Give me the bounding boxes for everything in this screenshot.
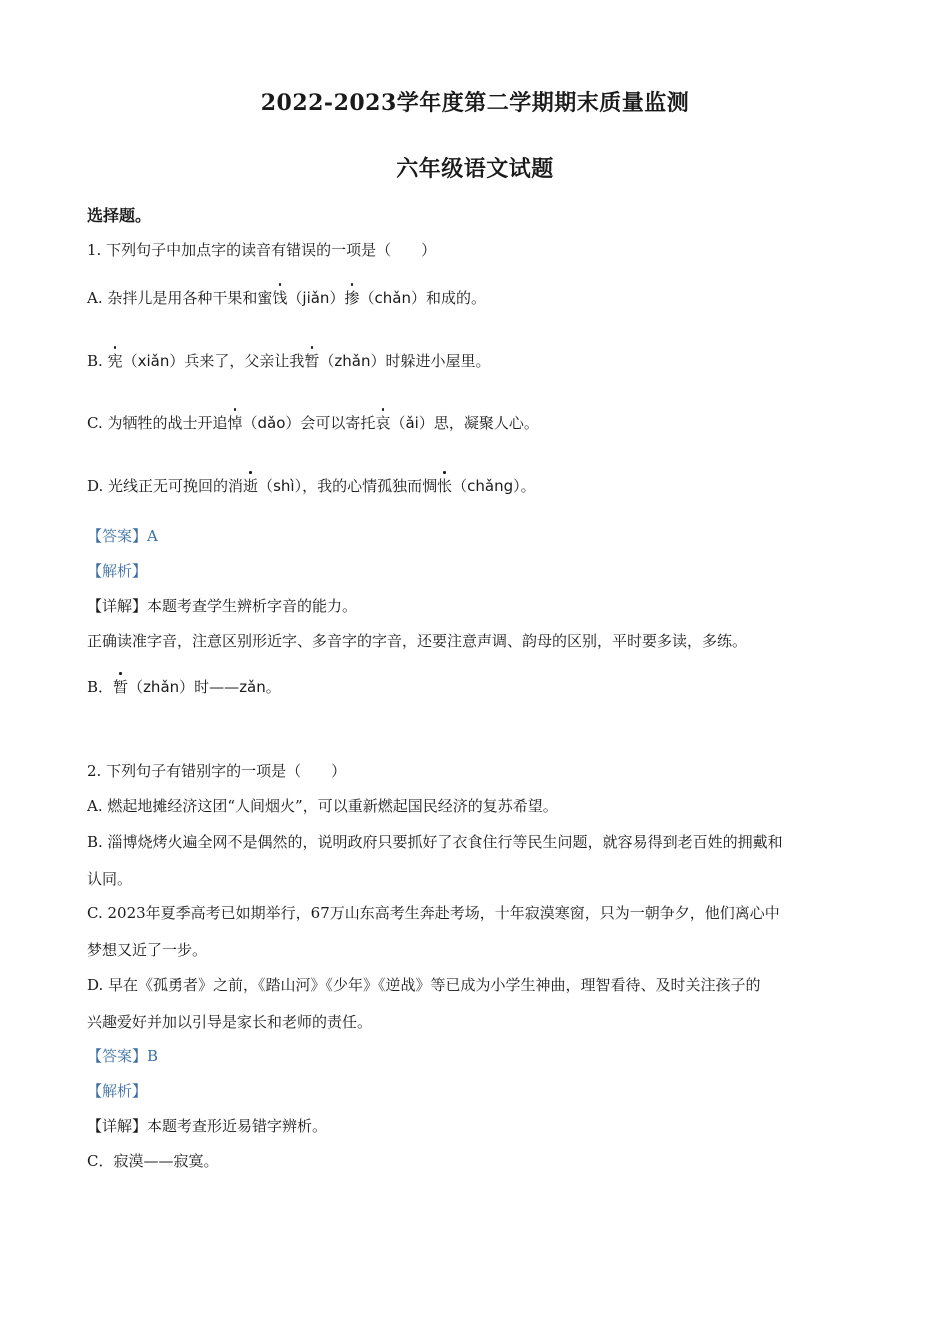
option-text: D. 光线正无可挽回的消 <box>87 477 244 495</box>
pinyin: jiǎn <box>302 289 330 307</box>
q2-option-c-line1: C. 2023年夏季高考已如期举行，67万山东高考生奔赴考场，十年寂漠寒窗，只为一朝争夕，他们离心中 <box>87 904 780 922</box>
emphasized-char: 暂 <box>113 678 129 696</box>
q1-explanation: 正确读准字音，注意区别形近字、多音字的字音，还要注意声调、韵母的区别，平时要多读，多练。 <box>87 632 748 650</box>
q2-option-d-line1: D. 早在《孤勇者》之前，《踏山河》《少年》《逆战》等已成为小学生神曲，理智看待、及时关注孩子的 <box>87 976 761 994</box>
option-text: 和成的。 <box>425 289 486 307</box>
emphasized-char: 怅 <box>437 477 453 495</box>
q2-analysis-label: 【解析】 <box>87 1082 148 1100</box>
emphasized-char: 逝 <box>243 477 259 495</box>
pinyin: zhǎn <box>334 352 371 370</box>
option-text: 时躲进小屋里。 <box>385 352 491 370</box>
q1-answer: 【答案】A <box>87 527 158 545</box>
q2-option-b-line1: B. 淄博烧烤火遍全网不是偶然的，说明政府只要抓好了衣食住行等民生问题，就容易得到老百姓的拥戴和 <box>87 833 783 851</box>
section-heading: 选择题。 <box>87 206 152 225</box>
option-text: A. 杂拌儿是用各种干果和蜜 <box>87 289 273 307</box>
option-text: B. <box>87 352 108 370</box>
pinyin: zǎn <box>239 678 266 696</box>
pinyin: zhǎn <box>143 678 180 696</box>
q1-detail: 【详解】本题考查学生辨析字音的能力。 <box>87 597 358 615</box>
emphasized-char: 掺 <box>344 289 360 307</box>
pinyin: shì <box>273 477 295 495</box>
q2-option-a: A. 燃起地摊经济这团“人间烟火”，可以重新燃起国民经济的复苏希望。 <box>87 797 558 815</box>
correction-text: B． <box>87 678 114 696</box>
option-text: ，我的心情孤独而惆 <box>302 477 438 495</box>
q1-option-c: C. 为牺牲的战士开追悼（dǎo）会可以寄托哀（ǎi）思，凝聚人心。 <box>87 414 539 432</box>
pinyin: xiǎn <box>137 352 170 370</box>
q1-analysis-label: 【解析】 <box>87 562 148 580</box>
emphasized-char: 哀 <box>375 414 391 432</box>
q2-option-d-line2: 兴趣爱好并加以引导是家长和老师的责任。 <box>87 1013 373 1031</box>
q2-option-b-line2: 认同。 <box>87 870 133 888</box>
q2-stem: 2. 下列句子有错别字的一项是（ ） <box>87 762 347 780</box>
pinyin: ǎi <box>405 414 419 432</box>
q1-option-d: D. 光线正无可挽回的消逝（shì），我的心情孤独而惆怅（chǎng）。 <box>87 477 536 495</box>
pinyin: dǎo <box>257 414 286 432</box>
option-text: 思，凝聚人心。 <box>433 414 539 432</box>
option-text: 。 <box>520 477 536 495</box>
q2-option-c-line2: 梦想又近了一步。 <box>87 941 208 959</box>
emphasized-char: 饯 <box>272 289 288 307</box>
q2-detail: 【详解】本题考查形近易错字辨析。 <box>87 1117 328 1135</box>
correction-text: 。 <box>265 678 281 696</box>
correction-text: 时—— <box>194 678 240 696</box>
pinyin: chǎng <box>467 477 514 495</box>
option-text: 兵来了，父亲让我 <box>184 352 305 370</box>
document-title: 2022-2023学年度第二学期期末质量监测 <box>260 90 690 116</box>
document-subtitle: 六年级语文试题 <box>396 156 554 182</box>
emphasized-char: 悼 <box>227 414 243 432</box>
q2-answer: 【答案】B <box>87 1047 159 1065</box>
emphasized-char: 宪 <box>107 352 123 370</box>
q1-option-b: B. 宪（xiǎn）兵来了，父亲让我暂（zhǎn）时躲进小屋里。 <box>87 352 491 370</box>
q1-option-a: A. 杂拌儿是用各种干果和蜜饯（jiǎn）掺（chǎn）和成的。 <box>87 289 486 307</box>
q1-stem: 1. 下列句子中加点字的读音有错误的一项是（ ） <box>87 241 437 259</box>
q2-correction: C．寂漠——寂寞。 <box>87 1152 219 1170</box>
emphasized-char: 暂 <box>304 352 320 370</box>
pinyin: chǎn <box>374 289 411 307</box>
q1-correction: B．暂（zhǎn）时——zǎn。 <box>87 678 281 696</box>
option-text: 会可以寄托 <box>300 414 376 432</box>
option-text: C. 为牺牲的战士开追 <box>87 414 228 432</box>
